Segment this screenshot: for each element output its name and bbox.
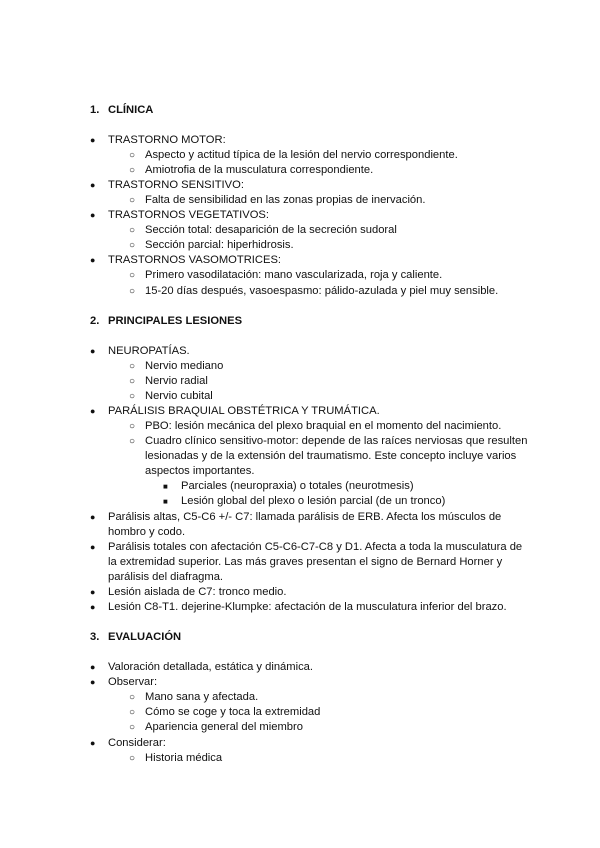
list-item-continuation: hombro y codo.	[108, 526, 186, 538]
circle-bullet-icon: ○	[129, 150, 136, 161]
bullet-icon: ●	[90, 587, 96, 597]
list-item: TRASTORNO SENSITIVO:	[108, 179, 244, 191]
list-item-continuation: parálisis del diafragma.	[108, 571, 224, 583]
bullet-icon: ●	[90, 346, 96, 356]
list-item: Parciales (neuropraxia) o totales (neurotmesis)	[181, 480, 414, 492]
list-item: TRASTORNOS VEGETATIVOS:	[108, 209, 269, 221]
list-item: TRASTORNO MOTOR:	[108, 134, 226, 146]
list-item: Lesión global del plexo o lesión parcial (de un tronco)	[181, 495, 446, 507]
circle-bullet-icon: ○	[129, 722, 136, 733]
list-item: Mano sana y afectada.	[145, 691, 259, 703]
list-item: PARÁLISIS BRAQUIAL OBSTÉTRICA Y TRUMÁTICA.	[108, 405, 380, 417]
circle-bullet-icon: ○	[129, 436, 136, 447]
list-item: Apariencia general del miembro	[145, 721, 303, 733]
bullet-icon: ●	[90, 210, 96, 220]
circle-bullet-icon: ○	[129, 195, 136, 206]
list-item: Cómo se coge y toca la extremidad	[145, 706, 321, 718]
list-item: 15-20 días después, vasoespasmo: pálido-azulada y piel muy sensible.	[145, 285, 499, 297]
list-item: Parálisis totales con afectación C5-C6-C7-C8 y D1. Afecta a toda la musculatura de	[108, 541, 523, 553]
circle-bullet-icon: ○	[129, 391, 136, 402]
bullet-icon: ●	[90, 662, 96, 672]
section-heading-evaluacion	[90, 631, 181, 643]
list-item: Aspecto y actitud típica de la lesión del nervio correspondiente.	[145, 149, 458, 161]
bullet-icon: ●	[90, 677, 96, 687]
list-item: Nervio cubital	[145, 390, 213, 402]
list-item: Parálisis altas, C5-C6 +/- C7: llamada parálisis de ERB. Afecta los músculos de	[108, 511, 502, 523]
list-item: Valoración detallada, estática y dinámica.	[108, 661, 314, 673]
list-item: Considerar:	[108, 737, 166, 749]
section-heading-clinica	[90, 104, 153, 116]
circle-bullet-icon: ○	[129, 692, 136, 703]
section-title: PRINCIPALES LESIONES	[108, 315, 243, 327]
list-item: Nervio radial	[145, 375, 208, 387]
list-item: NEUROPATÍAS.	[108, 345, 190, 357]
list-item: Sección total: desaparición de la secreción sudoral	[145, 224, 397, 236]
list-item-continuation: lesionadas y de la extensión del traumatismo. Este concepto incluye varios	[145, 450, 517, 462]
section-heading-lesiones	[90, 315, 242, 327]
circle-bullet-icon: ○	[129, 707, 136, 718]
circle-bullet-icon: ○	[129, 286, 136, 297]
bullet-icon: ●	[90, 512, 96, 522]
bullet-icon: ●	[90, 602, 96, 612]
section-title: CLÍNICA	[108, 104, 154, 116]
section-number: 3.	[90, 631, 100, 643]
list-item: Cuadro clínico sensitivo-motor: depende de las raíces nerviosas que resulten	[145, 435, 528, 447]
bullet-icon: ●	[90, 406, 96, 416]
list-item: PBO: lesión mecánica del plexo braquial en el momento del nacimiento.	[145, 420, 502, 432]
circle-bullet-icon: ○	[129, 240, 136, 251]
bullet-icon: ●	[90, 542, 96, 552]
list-item: Primero vasodilatación: mano vascularizada, roja y caliente.	[145, 269, 443, 281]
circle-bullet-icon: ○	[129, 753, 136, 764]
circle-bullet-icon: ○	[129, 270, 136, 281]
list-item: TRASTORNOS VASOMOTRICES:	[108, 254, 282, 266]
circle-bullet-icon: ○	[129, 361, 136, 372]
circle-bullet-icon: ○	[129, 165, 136, 176]
circle-bullet-icon: ○	[129, 225, 136, 236]
section-number: 1.	[90, 104, 100, 116]
section-title: EVALUACIÓN	[108, 631, 182, 643]
bullet-icon: ●	[90, 255, 96, 265]
bullet-icon: ●	[90, 738, 96, 748]
square-bullet-icon: ■	[163, 482, 168, 491]
list-item: Historia médica	[145, 752, 223, 764]
list-item-continuation: aspectos importantes.	[145, 465, 255, 477]
list-item: Falta de sensibilidad en las zonas propias de inervación.	[145, 194, 426, 206]
bullet-icon: ●	[90, 135, 96, 145]
circle-bullet-icon: ○	[129, 376, 136, 387]
list-item: Lesión aislada de C7: tronco medio.	[108, 586, 287, 598]
list-item: Nervio mediano	[145, 360, 224, 372]
list-item: Observar:	[108, 676, 158, 688]
list-item-continuation: la extremidad superior. Las más graves presentan el signo de Bernard Horner y	[108, 556, 503, 568]
bullet-icon: ●	[90, 180, 96, 190]
circle-bullet-icon: ○	[129, 421, 136, 432]
list-item: Lesión C8-T1. dejerine-Klumpke: afectación de la musculatura inferior del brazo.	[108, 601, 507, 613]
square-bullet-icon: ■	[163, 497, 168, 506]
list-item: Amiotrofia de la musculatura correspondiente.	[145, 164, 374, 176]
section-number: 2.	[90, 315, 100, 327]
list-item: Sección parcial: hiperhidrosis.	[145, 239, 294, 251]
